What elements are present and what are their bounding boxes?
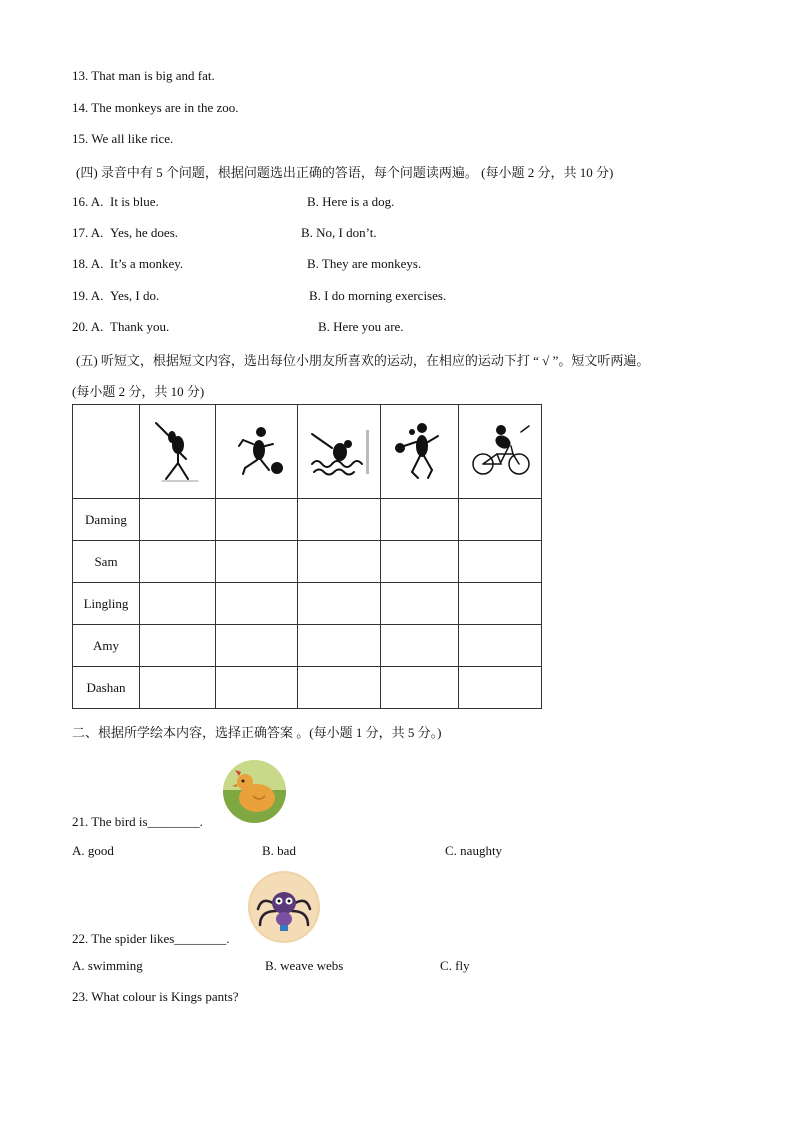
running-icon [148,415,208,485]
answer-cell[interactable] [298,667,381,709]
answer-cell[interactable] [298,499,381,541]
question-21-stem: 21. The bird is________. [72,814,203,829]
answer-cell[interactable] [140,541,216,583]
q21-option-b: B. bad [262,843,296,858]
answer-cell[interactable] [381,625,459,667]
ping-pong-icon [388,418,452,482]
q20-num: 20. A. [72,319,104,334]
answer-cell[interactable] [298,583,381,625]
answer-cell[interactable] [381,541,459,583]
q17-option-a: Yes, he does. [110,225,179,240]
part-2-heading: 二、根据所学绘本内容，选择正确答案 。(每小题 1 分，共 5 分。) [72,725,442,740]
sports-table [72,404,542,709]
answer-cell[interactable] [459,541,542,583]
question-23: 23. What colour is Kings pants? [72,989,239,1004]
q21-option-a: A. good [72,843,114,858]
name-cell: Amy [73,625,140,667]
bird-picture [223,760,286,823]
sport-running [140,405,216,499]
q17-num: 17. A. [72,225,104,240]
q19-num: 19. A. [72,288,104,303]
question-22-stem: 22. The spider likes________. [72,931,230,946]
answer-cell[interactable] [298,625,381,667]
name-cell: Dashan [73,667,140,709]
answer-cell[interactable] [381,667,459,709]
football-icon [225,420,289,480]
question-13: 13. That man is big and fat. [72,68,215,83]
answer-cell[interactable] [459,499,542,541]
answer-cell[interactable] [140,499,216,541]
q18-option-a: It’s a monkey. [110,256,184,271]
answer-cell[interactable] [459,583,542,625]
name-cell: Daming [73,499,140,541]
q19-option-b: B. I do morning exercises. [309,288,447,303]
cycling-icon [467,422,533,478]
section-5-heading: (五) 听短文，根据短文内容，选出每位小朋友所喜欢的运动，在相应的运动下打 “ √ ”。短文听两遍。 [76,353,650,368]
q16-option-b: B. Here is a dog. [307,194,395,209]
answer-cell[interactable] [140,583,216,625]
q16-num: 16. A. [72,194,104,209]
answer-cell[interactable] [140,625,216,667]
answer-cell[interactable] [216,667,298,709]
bird-icon [223,760,286,823]
question-15: 15. We all like rice. [72,131,174,146]
section-4-heading: (四) 录音中有 5 个问题，根据问题选出正确的答语，每个问题读两遍。 (每小题 2 分，共 10 分) [76,165,614,180]
name-cell: Lingling [73,583,140,625]
section-5-score: (每小题 2 分，共 10 分) [72,384,205,399]
answer-cell[interactable] [216,625,298,667]
answer-cell[interactable] [381,583,459,625]
answer-cell[interactable] [381,499,459,541]
sport-cycling [459,405,542,499]
sport-ping-pong [381,405,459,499]
q20-option-b: B. Here you are. [318,319,404,334]
name-cell: Sam [73,541,140,583]
q20-option-a: Thank you. [110,319,170,334]
q22-option-c: C. fly [440,958,470,973]
answer-cell[interactable] [216,541,298,583]
sport-swimming [298,405,381,499]
sport-football [216,405,298,499]
answer-cell[interactable] [298,541,381,583]
q17-option-b: B. No, I don’t. [301,225,377,240]
q16-option-a: It is blue. [110,194,159,209]
spider-icon [248,871,320,943]
answer-cell[interactable] [459,667,542,709]
q21-option-c: C. naughty [445,843,503,858]
question-14: 14. The monkeys are in the zoo. [72,100,239,115]
answer-cell[interactable] [216,583,298,625]
answer-cell[interactable] [216,499,298,541]
answer-cell[interactable] [140,667,216,709]
q18-num: 18. A. [72,256,104,271]
corner-cell [73,405,140,499]
swimming-icon [306,420,372,480]
spider-picture [248,871,320,943]
q22-option-a: A. swimming [72,958,143,973]
q22-option-b: B. weave webs [265,958,344,973]
answer-cell[interactable] [459,625,542,667]
q19-option-a: Yes, I do. [110,288,160,303]
q18-option-b: B. They are monkeys. [307,256,422,271]
